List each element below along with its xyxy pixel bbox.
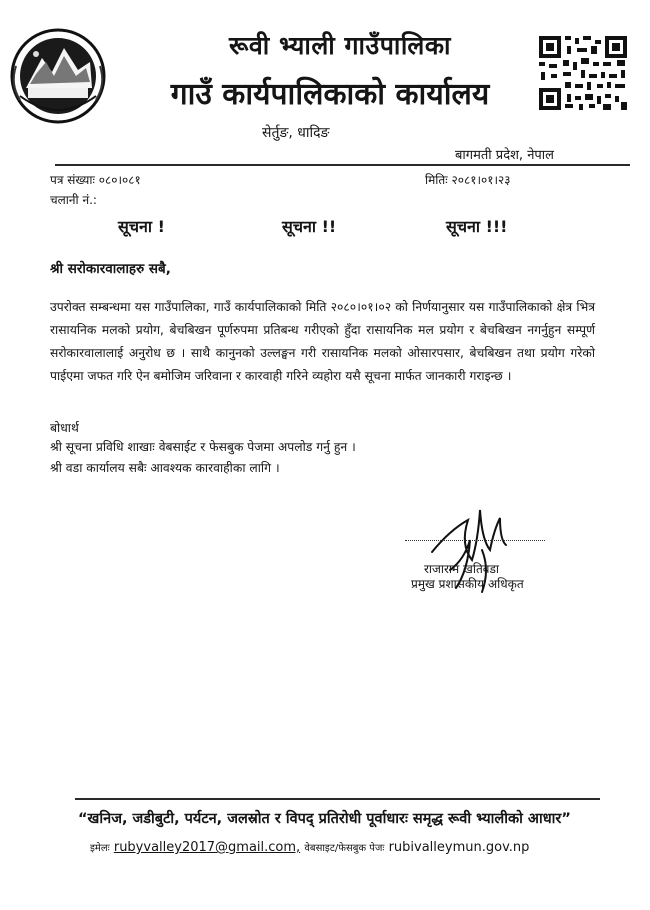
footer-motto: “खनिज, जडीबुटी, पर्यटन, जलस्रोत र विपद् प्रतिरोधी पूर्वाधारः समृद्ध रूवी भ्यालीको आधार” <box>78 811 571 827</box>
signatory-title: प्रमुख प्रशासकीय अधिकृत <box>411 577 524 591</box>
date-label: मितिः <box>425 173 448 187</box>
website-label: वेबसाइट/फेसबुक पेजः <box>304 843 385 854</box>
footer-divider <box>75 798 600 800</box>
notice-title-2: सूचना !! <box>282 217 337 236</box>
cc-line-ward-offices: श्री वडा कार्यालय सबैः आवश्यक कारवाहीका लागि । <box>50 461 280 475</box>
notice-title-3: सूचना !!! <box>446 217 508 236</box>
office-location: सेर्तुङ, धादिङ <box>262 125 330 141</box>
signature-line <box>405 540 545 541</box>
cc-line-it-section: श्री सूचना प्रविधि शाखाः वेबसाईट र फेसबुक पेजमा अपलोड गर्नु हुन । <box>50 440 356 454</box>
salutation: श्री सरोकारवालाहरु सबै, <box>50 261 171 277</box>
reference-number <box>50 171 141 188</box>
email-link[interactable]: rubyvalley2017@gmail.com, <box>113 840 301 855</box>
date-value: २०८१।०१।२३ <box>451 173 511 187</box>
website-link[interactable]: rubivalleymun.gov.np <box>388 840 530 855</box>
notice-title-1: सूचना ! <box>118 217 165 236</box>
letter-date <box>425 171 511 188</box>
reference-label: पत्र संख्याः <box>50 173 95 187</box>
municipality-name: रूवी भ्याली गाउँपालिका <box>228 31 452 60</box>
signatory-name: राजाराम खतिवडा <box>424 562 499 576</box>
reference-value: ०८०।०८१ <box>98 173 141 187</box>
dispatch-number-label: चलानी नं.: <box>50 193 97 207</box>
notice-body: उपरोक्त सम्बन्धमा यस गाउँपालिका, गाउँ कार्यपालिकाको मिति २०८०।०१।०२ को निर्णयानुसार यस गाउँपालिकाको क्षेत्र भित्र रासायनिक मलको प्रयोग, बेचबिखन पूर्णरुपमा प्रतिबन्ध गरीएको हुँदा रासायनिक मल प्रयोग र बेचबिखन नगर्नुहुन सम्पूर्ण सरोकारवालालाई अनुरोध छ । साथै कानुनको उल्लङ्घन गरी रासायनिक मलको ओसारपसार, बेचबिखन तथा प्रयोग गरेको पाईएमा जफत गरि ऐन बमोजिम जरिवाना र कारवाही गरिने व्यहोरा यसै सूचना मार्फत जानकारी गराइन्छ । <box>50 300 595 383</box>
email-label: इमेलः <box>90 843 110 854</box>
province-address: बागमती प्रदेश, नेपाल <box>455 148 554 163</box>
qr-code-icon <box>537 34 629 112</box>
municipality-emblem-logo <box>6 26 110 126</box>
office-name: गाउँ कार्यपालिकाको कार्यालय <box>170 77 490 112</box>
footer-contact <box>90 840 529 855</box>
cc-heading: बोधार्थ <box>50 421 79 435</box>
header-divider <box>55 164 630 166</box>
